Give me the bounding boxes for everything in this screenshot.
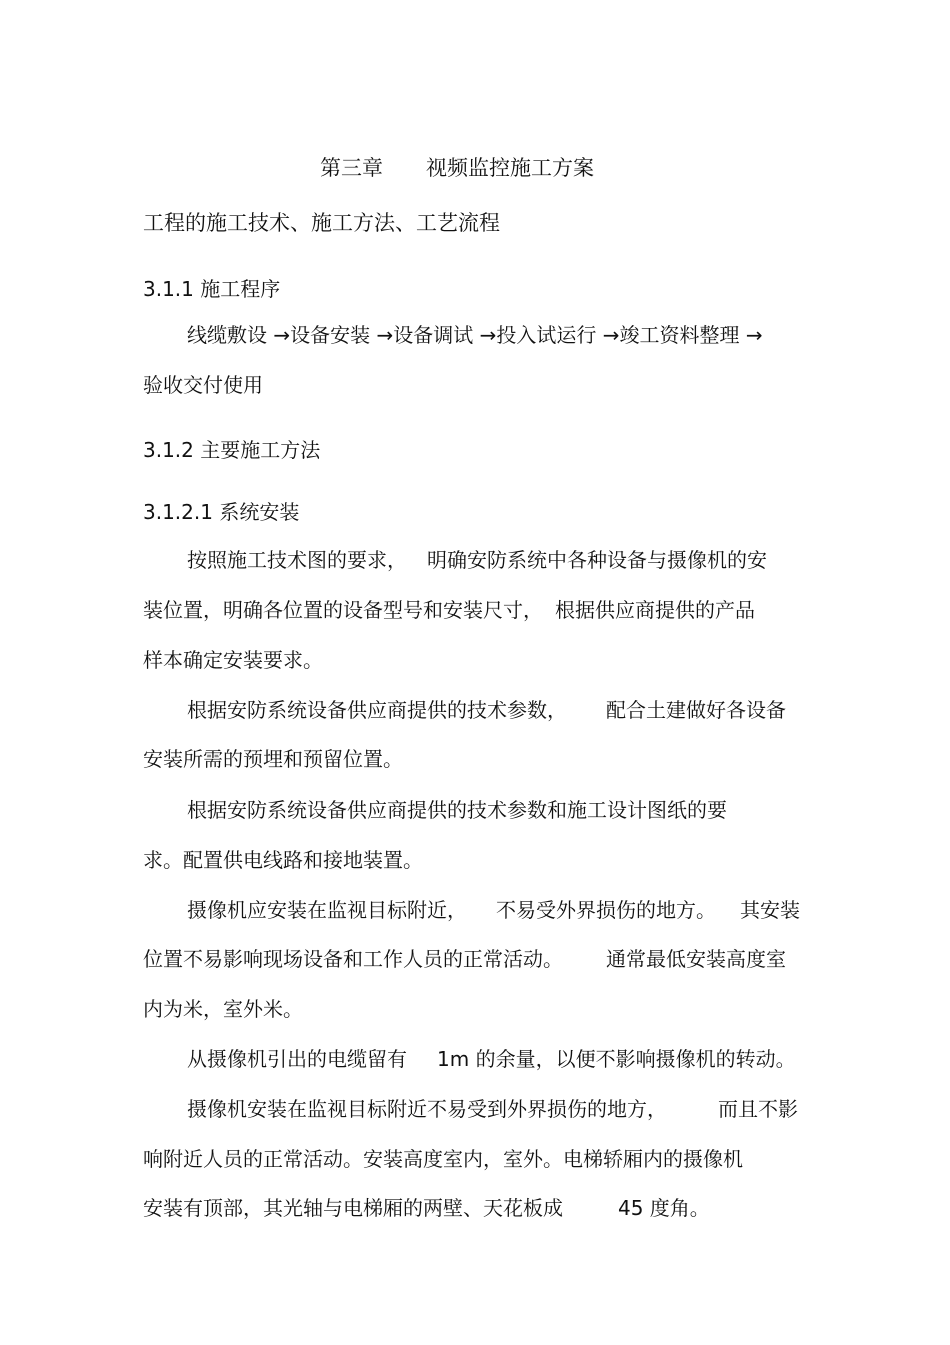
paragraph-line: 装位置，明确各位置的设备型号和安装尺寸， [143, 598, 543, 622]
paragraph-line: 摄像机安装在监视目标附近不易受到外界损伤的地方， [187, 1097, 667, 1121]
paragraph-line: 安装有顶部，其光轴与电梯厢的两壁、天花板成 [143, 1196, 563, 1220]
heading-3-1-1: 3.1.1 施工程序 [143, 277, 281, 301]
chapter-number: 第三章 [320, 156, 383, 180]
paragraph-line: 摄像机应安装在监视目标附近， [187, 898, 467, 922]
paragraph-line: 通常最低安装高度室 [606, 947, 786, 971]
paragraph-line: 根据供应商提供的产品 [555, 598, 755, 622]
paragraph-line: 根据安防系统设备供应商提供的技术参数和施工设计图纸的要 [187, 798, 727, 822]
paragraph-line: 明确安防系统中各种设备与摄像机的安 [427, 548, 767, 572]
paragraph-line: 位置不易影响现场设备和工作人员的正常活动。 [143, 947, 563, 971]
paragraph-line: 内为米，室外米。 [143, 997, 303, 1021]
paragraph-line: 1m 的余量，以便不影响摄像机的转动。 [437, 1047, 796, 1071]
paragraph-line: 从摄像机引出的电缆留有 [187, 1047, 407, 1071]
paragraph-line: 安装所需的预埋和预留位置。 [143, 747, 403, 771]
paragraph-line: 45 度角。 [618, 1196, 710, 1220]
paragraph-line: 不易受外界损伤的地方。 [496, 898, 716, 922]
paragraph-line: 样本确定安装要求。 [143, 648, 323, 672]
paragraph-line: 按照施工技术图的要求， [187, 548, 407, 572]
paragraph-line: 求。配置供电线路和接地装置。 [143, 848, 423, 872]
section-subtitle: 工程的施工技术、施工方法、工艺流程 [143, 211, 500, 235]
procedure-line-2: 验收交付使用 [143, 373, 263, 397]
chapter-title: 视频监控施工方案 [426, 156, 594, 180]
paragraph-line: 根据安防系统设备供应商提供的技术参数， [187, 698, 567, 722]
paragraph-line: 配合土建做好各设备 [606, 698, 786, 722]
paragraph-line: 而且不影 [718, 1097, 798, 1121]
heading-3-1-2: 3.1.2 主要施工方法 [143, 438, 321, 462]
heading-3-1-2-1: 3.1.2.1 系统安装 [143, 500, 300, 524]
paragraph-line: 响附近人员的正常活动。安装高度室内，室外。电梯轿厢内的摄像机 [143, 1147, 743, 1171]
paragraph-line: 其安装 [740, 898, 800, 922]
procedure-line-1: 线缆敷设 →设备安装 →设备调试 →投入试运行 →竣工资料整理 → [187, 323, 763, 347]
